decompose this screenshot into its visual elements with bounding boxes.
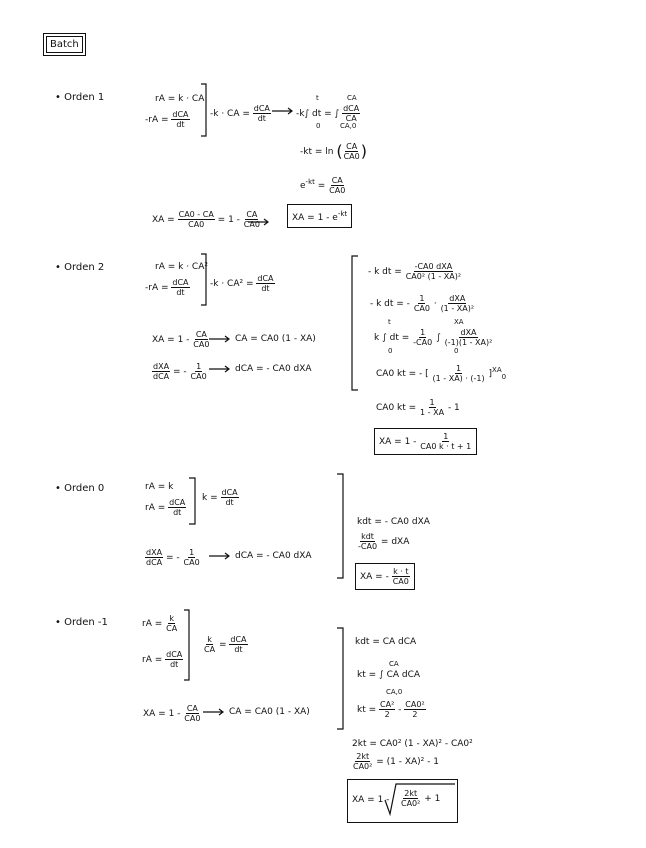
order1-int-upper1: t: [316, 94, 319, 102]
order2-ca: CA = CA0 (1 - XA): [235, 334, 316, 344]
orderm1-step1: kdt = CA dCA: [355, 637, 417, 647]
order2-int-lower1: 0: [388, 347, 393, 355]
order2-int-upper1: t: [388, 318, 391, 326]
order2-result: XA = 1 - $\frac{1}{CA0 k \cdot t + 1}$: [374, 428, 477, 455]
orderm1-ca: CA = CA0 (1 - XA): [229, 707, 310, 717]
order0-eq1: k = $\frac{\text{dCA}}{dt}$: [202, 488, 238, 507]
orderm1-conversion: XA = 1 - $\frac{CA}{CA0}$: [143, 704, 201, 723]
orderm1-result-root: $\frac{2kt}{\text{CA0²}}$ + 1: [401, 789, 441, 808]
order2-rate: rA = k · CA²: [155, 262, 208, 272]
order0-result: XA = - $\frac{k \cdot t}{CA0}$: [355, 563, 415, 590]
orderm1-step2: kt = ∫ CA dCA: [357, 670, 421, 680]
order1-int-upper2: CA: [347, 94, 357, 102]
orderm1-label: • Orden -1: [55, 617, 108, 628]
order1-int-lower2: CA,0: [340, 122, 357, 130]
order1-int-lower1: 0: [316, 122, 321, 130]
orderm1-int-upper: CA: [389, 660, 399, 668]
order0-dca: dCA = - CA0 dXA: [235, 551, 312, 561]
orderm1-result-lhs: XA = 1 -: [352, 795, 390, 805]
orderm1-step5: $\frac{2kt}{\text{CA0²}}$ = (1 - XA)² - 1: [353, 752, 439, 771]
order2-step4: CA0 kt = - [ $\frac{1}{(1 - XA) \cdot (-1)}$ ]$^{XA}_0$: [376, 364, 507, 383]
order0-rate: rA = k: [145, 482, 174, 492]
order0-step1: kdt = - CA0 dXA: [357, 517, 430, 527]
order1-rate: rA = k · CA: [155, 94, 205, 104]
order1-exp: $e^{-kt}$ = $\frac{CA}{CA0}$: [300, 176, 346, 195]
orderm1-step4: 2kt = CA0² (1 - XA)² - CA0²: [352, 739, 473, 749]
orderm1-rate-deriv: rA = $\frac{\text{dCA}}{dt}$: [142, 650, 183, 669]
order1-conversion: XA = $\frac{CA0 - CA}{CA0}$ = 1 - $\frac{CA}{CA0}$: [152, 210, 260, 229]
order0-rate-deriv: rA = $\frac{\text{dCA}}{dt}$: [145, 498, 186, 517]
order1-result: XA = $1 - e^{-kt}$: [287, 204, 352, 228]
order0-diff: $\frac{\text{dXA}}{\text{dCA}}$ = - $\frac{1}{CA0}$: [146, 548, 200, 567]
order1-integral: -k∫ dt = ∫ $\frac{\text{dCA}}{CA}$: [296, 104, 360, 123]
order2-int-lower2: 0: [454, 347, 459, 355]
order2-step3: k ∫ dt = $\frac{1}{-CA0}$ ∫ $\frac{\text{dXA}}{\text{(-1)(1 - XA)²}}$: [374, 328, 493, 347]
orderm1-step3: kt = $\frac{\text{CA²}}{2}$ - $\frac{\text{CA0²}}{2}$: [357, 700, 425, 719]
order2-dca: dCA = - CA0 dXA: [235, 364, 312, 374]
order2-diff: $\frac{\text{dXA}}{\text{dCA}}$ = - $\frac{1}{CA0}$: [153, 362, 207, 381]
order2-step5: CA0 kt = $\frac{1}{1 - XA}$ - 1: [376, 398, 460, 417]
order0-label: • Orden 0: [55, 483, 105, 494]
order2-step2: - k dt = - $\frac{1}{CA0}$ · $\frac{\text{dXA}}{\text{(1 - XA)²}}$: [370, 294, 475, 313]
order1-rate-deriv: -rA = $\frac{\text{dCA}}{dt}$: [145, 110, 189, 129]
orderm1-int-lower: CA,0: [386, 688, 403, 696]
order2-label: • Orden 2: [55, 262, 105, 273]
page-title: Batch: [46, 36, 83, 53]
orderm1-eq1: $\frac{k}{CA}$ = $\frac{\text{dCA}}{dt}$: [204, 635, 247, 654]
order2-rate-deriv: -rA = $\frac{\text{dCA}}{dt}$: [145, 278, 189, 297]
order2-conversion: XA = 1 - $\frac{CA}{CA0}$: [152, 330, 210, 349]
order2-int-upper2: XA: [454, 318, 464, 326]
order0-step2: $\frac{\text{kdt}}{-CA0}$ = dXA: [358, 532, 410, 551]
order1-eq1: -k · CA = $\frac{\text{dCA}}{dt}$: [210, 104, 270, 123]
order2-step1: - k dt = $\frac{\text{-CA0 dXA}}{\text{CA0² (1 - XA)²}}$: [368, 262, 462, 281]
orderm1-rate: rA = $\frac{k}{CA}$: [142, 614, 178, 633]
order1-label: • Orden 1: [55, 92, 105, 103]
order2-eq1: -k · CA² = $\frac{\text{dCA}}{dt}$: [210, 274, 274, 293]
order1-ln: -kt = ln ( $\frac{CA}{CA0}$ ): [300, 141, 367, 161]
